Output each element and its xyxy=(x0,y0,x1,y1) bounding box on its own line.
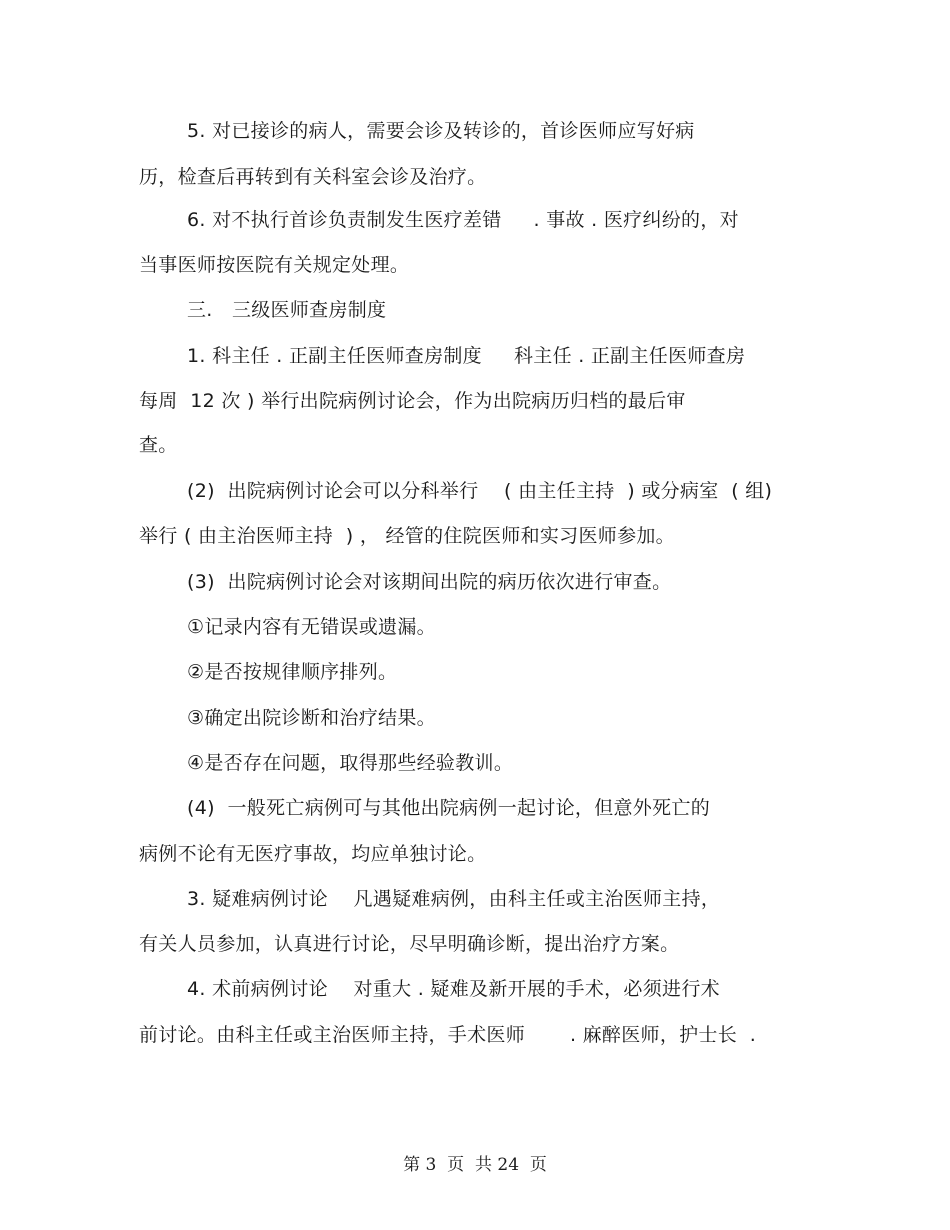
paragraph-line: 3. 疑难病例讨论 凡遇疑难病例，由科主任或主治医师主持， xyxy=(187,888,721,910)
page-number-footer: 第 3 页 共 24 页 xyxy=(403,1155,547,1175)
paragraph-line: (3) 出院病例讨论会对该期间出院的病历依次进行审查。 xyxy=(187,571,672,593)
paragraph-line: 举行 ( 由主治医师主持 ) ， 经管的住院医师和实习医师参加。 xyxy=(139,525,675,547)
paragraph-line: 当事医师按医院有关规定处理。 xyxy=(139,254,410,276)
paragraph-line: 历，检查后再转到有关科室会诊及治疗。 xyxy=(139,166,487,188)
list-item: ①记录内容有无错误或遗漏。 xyxy=(187,616,436,638)
paragraph-line: 病例不论有无医疗事故，均应单独讨论。 xyxy=(139,843,487,865)
section-heading: 三. 三级医师查房制度 xyxy=(187,299,387,321)
paragraph-line: 前讨论。由科主任或主治医师主持，手术医师 . 麻醉医师，护士长 . xyxy=(139,1024,757,1046)
paragraph-line: 4. 术前病例讨论 对重大 . 疑难及新开展的手术，必须进行术 xyxy=(187,978,720,1000)
paragraph-line: (4) 一般死亡病例可与其他出院病例一起讨论，但意外死亡的 xyxy=(187,797,710,819)
list-item: ④是否存在问题，取得那些经验教训。 xyxy=(187,752,514,774)
list-item: ②是否按规律顺序排列。 xyxy=(187,661,398,683)
paragraph-line: 1. 科主任 . 正副主任医师查房制度 科主任 . 正副主任医师查房 xyxy=(187,345,746,367)
paragraph-line: 6. 对不执行首诊负责制发生医疗差错 . 事故 . 医疗纠纷的，对 xyxy=(187,209,739,231)
list-item: ③确定出院诊断和治疗结果。 xyxy=(187,707,436,729)
paragraph-line: 5. 对已接诊的病人，需要会诊及转诊的，首诊医师应写好病 xyxy=(187,120,695,142)
paragraph-line: (2) 出院病例讨论会可以分科举行 ( 由主任主持 ) 或分病室 ( 组) xyxy=(187,480,773,502)
paragraph-line: 查。 xyxy=(139,434,178,456)
paragraph-line: 每周 12 次 ) 举行出院病例讨论会，作为出院病历归档的最后审 xyxy=(139,390,686,412)
paragraph-line: 有关人员参加，认真进行讨论，尽早明确诊断，提出治疗方案。 xyxy=(139,933,680,955)
